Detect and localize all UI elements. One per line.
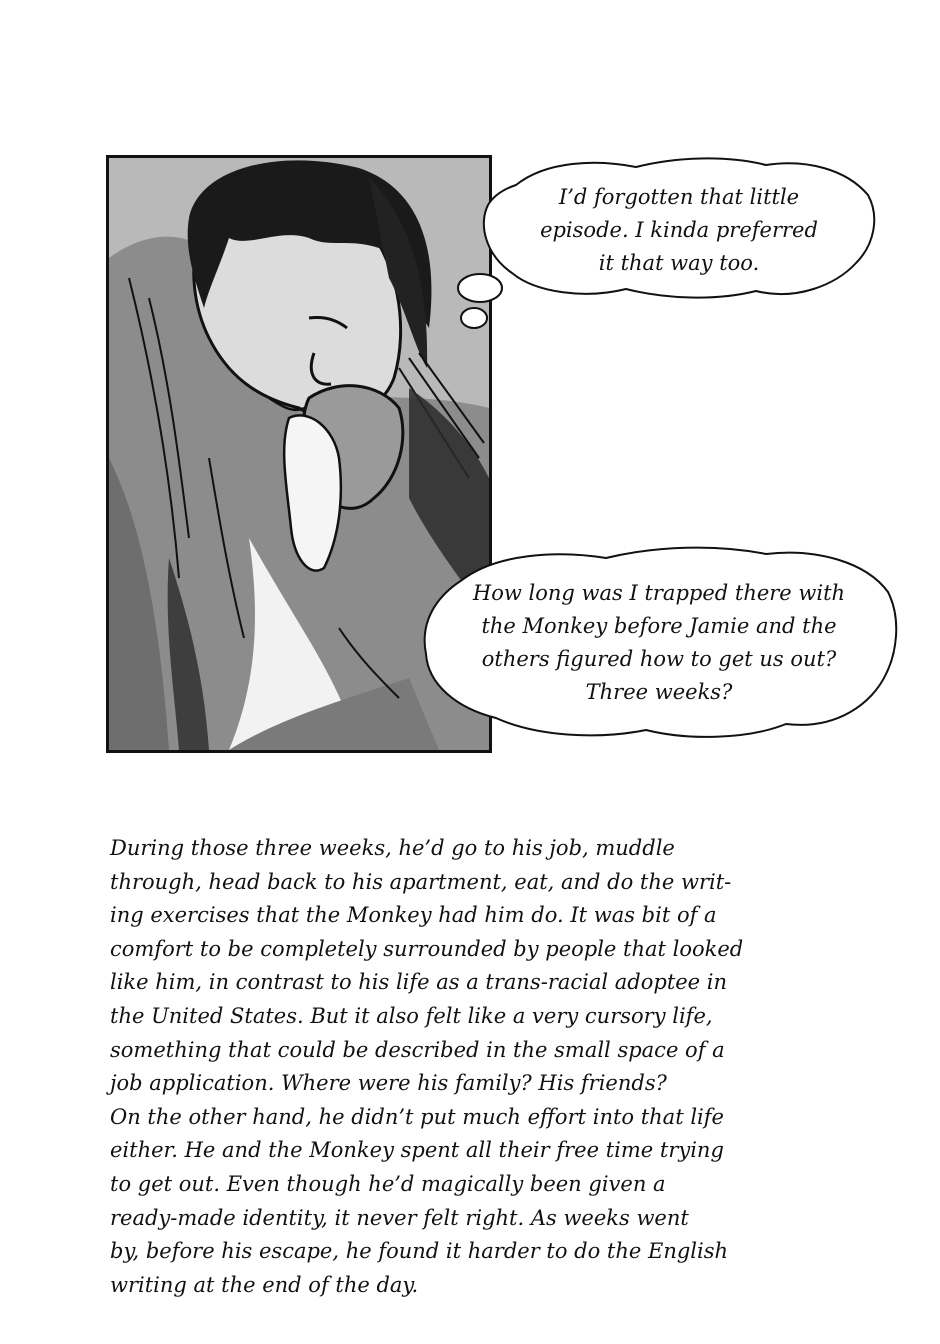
- narration-line: ing exercises that the Monkey had him do. It was bit of a: [110, 903, 717, 928]
- balloon-text-top: I’d forgotten that little episode. I kinda preferred it that way too.: [540, 184, 818, 275]
- narration-line: to get out. Even though he’d magically been given a: [110, 1171, 666, 1196]
- narration-line: through, head back to his apartment, eat, and do the writ-: [110, 869, 732, 894]
- narration-line: like him, in contrast to his life as a trans-racial adoptee in: [110, 970, 728, 995]
- narration-line: writing at the end of the day.: [110, 1272, 419, 1297]
- narration-line: either. He and the Monkey spent all their free time trying: [110, 1138, 724, 1163]
- narration-line: comfort to be completely surrounded by people that looked: [110, 936, 744, 961]
- thought-balloon-top: [476, 155, 882, 301]
- narration-line: something that could be described in the small space of a: [110, 1037, 725, 1062]
- narration-line: the United States. But it also felt like a very cursory life,: [110, 1003, 713, 1028]
- narration-line: On the other hand, he didn’t put much effort into that life: [110, 1104, 724, 1129]
- thought-balloon-bottom: [416, 544, 902, 740]
- thought-bubble-tail-top: [448, 270, 508, 332]
- narration-line: ready-made identity, it never felt right. As weeks went: [110, 1205, 689, 1230]
- narration-line: During those three weeks, he’d go to his job, muddle: [110, 836, 675, 860]
- narration-line: job application. Where were his family? His friends?: [110, 1071, 667, 1096]
- narration-line: by, before his escape, he found it harder to do the English: [110, 1239, 729, 1264]
- balloon-text-bottom: How long was I trapped there with the Monkey before Jamie and the others figured how to get us out? Three weeks?: [472, 581, 846, 704]
- narration-block: [110, 832, 850, 1302]
